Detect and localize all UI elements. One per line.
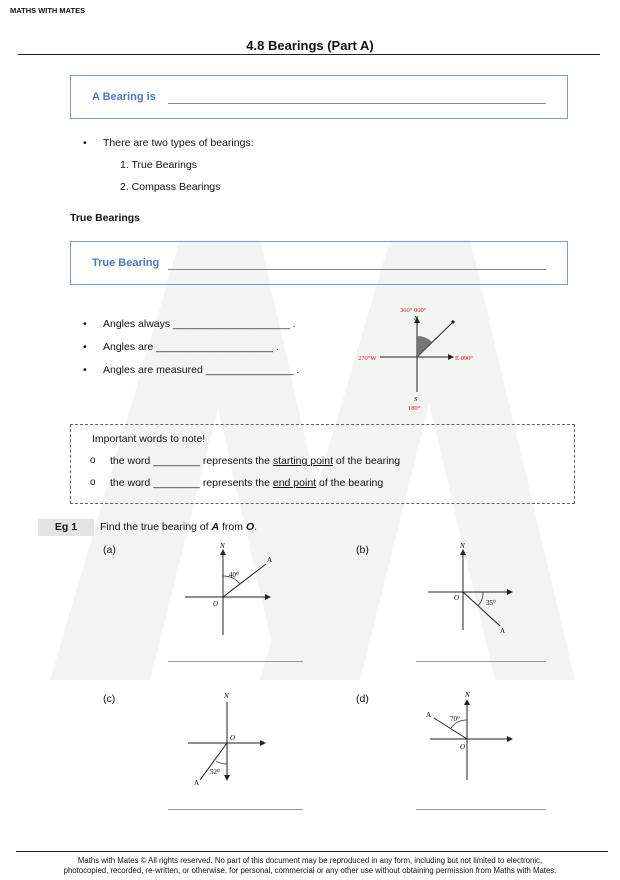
- svg-text:O: O: [454, 594, 460, 602]
- west-label: 270°W: [358, 355, 377, 362]
- part-c-angle: 52⁰: [210, 768, 220, 776]
- part-d-diagram: [420, 688, 520, 788]
- note-line-2: the word ________ represents the end point of the bearing: [110, 477, 384, 489]
- important-words-heading: Important words to note!: [92, 433, 206, 445]
- svg-text:O: O: [213, 600, 219, 608]
- brand-label: MATHS WITH MATES: [10, 6, 86, 15]
- north-degree-label: 360° 000°: [400, 307, 427, 314]
- south-label: S: [414, 396, 418, 403]
- angle-rule-3: • Angles are measured _______________ .: [103, 364, 299, 376]
- note-line-1: the word ________ represents the starting point of the bearing: [110, 455, 401, 467]
- north-label: N: [414, 315, 419, 322]
- title-divider: [18, 54, 600, 55]
- svg-text:A: A: [500, 627, 506, 635]
- type-item-true: 1. True Bearings: [120, 159, 198, 171]
- note-bullet-2: o: [90, 477, 96, 488]
- part-a-label: (a): [103, 544, 116, 556]
- svg-text:A: A: [267, 556, 273, 564]
- true-bearing-compass-diagram: [350, 300, 490, 416]
- part-a-diagram: [180, 540, 280, 640]
- east-label: E 090°: [455, 355, 473, 362]
- part-c-diagram: [180, 688, 280, 788]
- bearing-angle-sector: [417, 336, 432, 357]
- part-d-label: (d): [356, 693, 369, 705]
- true-bearings-heading: True Bearings: [70, 212, 141, 224]
- svg-text:O: O: [230, 734, 236, 742]
- example-instruction: Find the true bearing of A from O.: [100, 521, 258, 533]
- footer-copyright: Maths with Mates © All rights reserved. No part of this document may be reproduced in any form, including but not limited to electronic, photocopied, recorded, re-written, or otherwise, for personal, commercial or any other use without obtaining permission from Maths with Mates.: [63, 856, 557, 875]
- angle-rule-1: • Angles always ____________________ .: [103, 318, 296, 330]
- south-degree-label: 180°: [408, 405, 421, 412]
- svg-text:N: N: [224, 692, 229, 700]
- svg-text:A: A: [426, 711, 432, 719]
- bearing-definition-label: A Bearing is: [92, 91, 156, 103]
- true-bearing-definition-blank[interactable]: [168, 269, 546, 270]
- part-a-angle: 40⁰: [229, 571, 239, 579]
- part-b-angle: 35⁰: [486, 599, 496, 607]
- svg-text:N: N: [460, 542, 465, 550]
- part-d-angle: 70⁰: [450, 715, 460, 723]
- note-bullet-1: o: [90, 455, 96, 466]
- page-title: 4.8 Bearings (Part A): [246, 38, 374, 53]
- part-a-answer-line[interactable]: [168, 661, 303, 662]
- part-c-answer-line[interactable]: [168, 809, 303, 810]
- type-item-compass: 2. Compass Bearings: [120, 181, 221, 193]
- part-c-label: (c): [103, 693, 116, 705]
- bearing-definition-blank[interactable]: [168, 103, 546, 104]
- angle-rule-2: • Angles are ____________________ .: [103, 341, 279, 353]
- svg-text:N: N: [465, 691, 470, 699]
- svg-text:O: O: [460, 743, 466, 751]
- example-tab: Eg 1: [38, 519, 94, 536]
- svg-text:N: N: [220, 542, 225, 550]
- svg-text:A: A: [194, 779, 200, 787]
- part-b-answer-line[interactable]: [416, 661, 546, 662]
- footer-divider: [16, 851, 608, 852]
- true-bearing-definition-label: True Bearing: [92, 257, 160, 269]
- part-b-diagram: [420, 540, 520, 640]
- types-intro: • There are two types of bearings:: [103, 137, 254, 149]
- part-b-label: (b): [356, 544, 369, 556]
- part-d-answer-line[interactable]: [416, 809, 546, 810]
